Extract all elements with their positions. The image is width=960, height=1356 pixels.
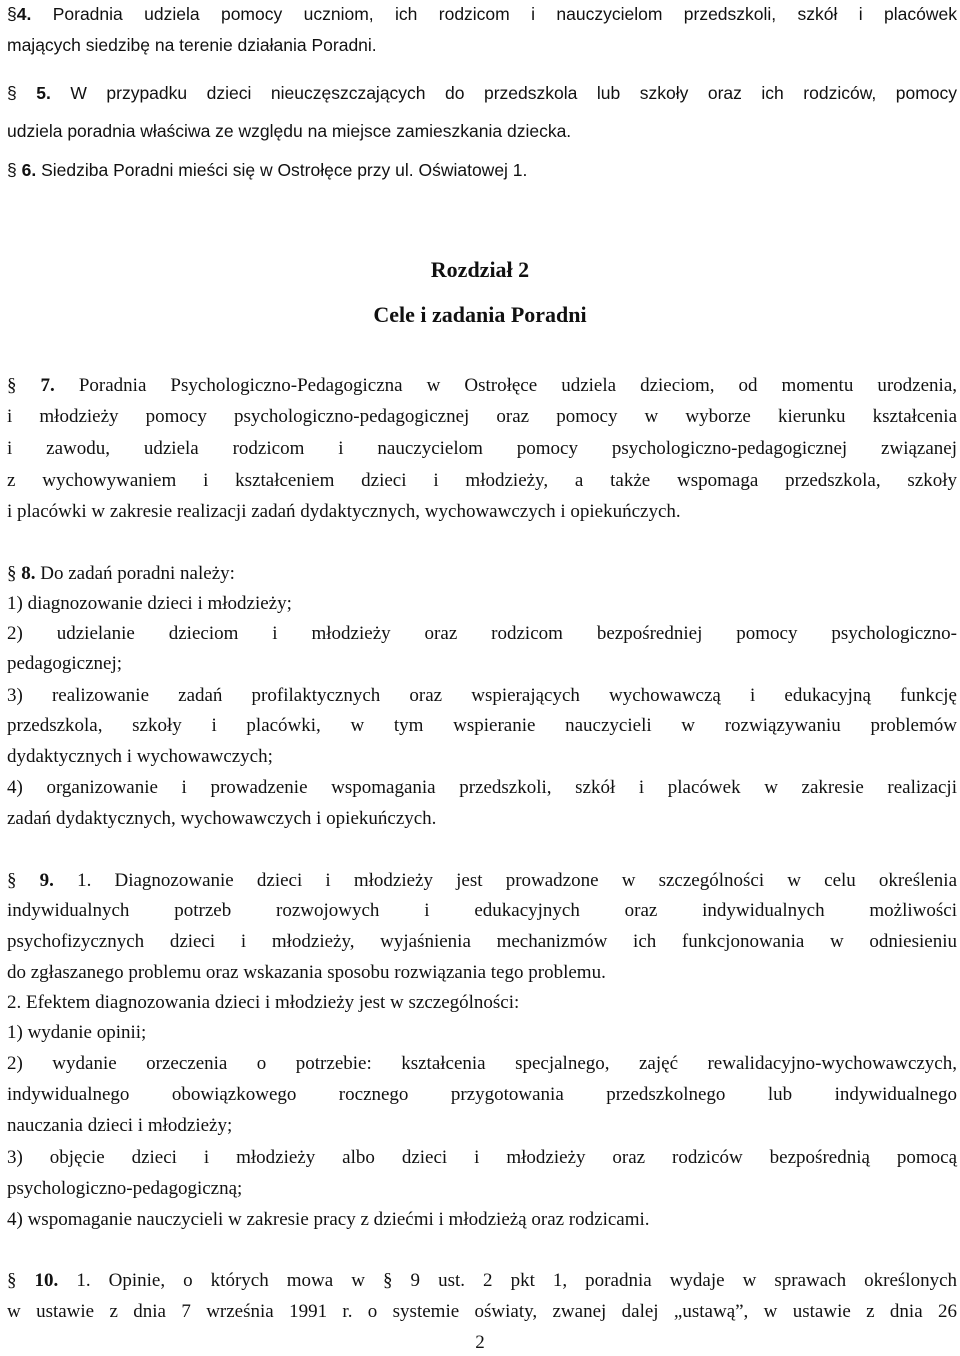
paragraph-9-line-3: psychofizycznych dzieci i młodzieży, wyjaśnienia mechanizmów ich funkcjonowania w odniesieniu: [7, 931, 957, 952]
paragraph-9-section-2: 2. Efektem diagnozowania dzieci i młodzieży jest w szczególności:: [7, 992, 520, 1013]
paragraph-5-line-2: udziela poradnia właściwa ze względu na miejsce zamieszkania dziecka.: [7, 121, 572, 141]
paragraph-10-line-1: § 10. 1. Opinie, o których mowa w § 9 ust. 2 pkt 1, poradnia wydaje w sprawach określonych: [7, 1270, 958, 1291]
paragraph-9-line-2: indywidualnych potrzeb rozwojowych i edukacyjnych oraz indywidualnych możliwości: [7, 900, 957, 921]
paragraph-8-item-3-line-3: dydaktycznych i wychowawczych;: [7, 746, 273, 767]
chapter-title: Rozdział 2: [430, 257, 530, 282]
paragraph-7-line-5: i placówki w zakresie realizacji zadań dydaktycznych, wychowawczych i opiekuńczych.: [7, 501, 681, 522]
paragraph-9-item-2-line-2: indywidualnego obowiązkowego rocznego przygotowania przedszkolnego lub indywidualnego: [7, 1084, 957, 1105]
paragraph-8-item-1: 1) diagnozowanie dzieci i młodzieży;: [7, 593, 292, 614]
paragraph-4-line-1: §4. Poradnia udziela pomocy uczniom, ich rodzicom i nauczycielom przedszkoli, szkół i placówek: [7, 4, 957, 24]
paragraph-7-line-4: z wychowywaniem i kształceniem dzieci i młodzieży, a także wspomaga przedszkola, szkoły: [7, 470, 957, 491]
paragraph-6-line-1: § 6. Siedziba Poradni mieści się w Ostrołęce przy ul. Oświatowej 1.: [7, 160, 528, 180]
paragraph-9-item-2-line-3: nauczania dzieci i młodzieży;: [7, 1115, 233, 1136]
paragraph-10-line-2: w ustawie z dnia 7 września 1991 r. o systemie oświaty, zwanej dalej „ustawą”, w ustawie z dnia 26: [7, 1301, 957, 1322]
page-number: 2: [475, 1332, 485, 1353]
paragraph-4-number: 4.: [16, 4, 32, 24]
paragraph-9-item-1: 1) wydanie opinii;: [7, 1022, 147, 1043]
paragraph-8-item-3-line-2: przedszkola, szkoły i placówki, w tym wspieranie nauczycieli w rozwiązywaniu problemów: [7, 715, 957, 736]
paragraph-8-item-4-line-2: zadań dydaktycznych, wychowawczych i opiekuńczych.: [7, 808, 437, 829]
paragraph-8-number: 8.: [21, 563, 36, 584]
paragraph-4-line-2: mających siedzibę na terenie działania Poradni.: [7, 35, 377, 55]
paragraph-7-line-3: i zawodu, udziela rodzicom i nauczycielom pomocy psychologiczno-pedagogicznej związanej: [7, 438, 957, 459]
paragraph-10-number: 10.: [34, 1270, 59, 1291]
paragraph-7-number: 7.: [40, 375, 55, 396]
section-sign: §: [7, 1270, 17, 1291]
paragraph-9-number: 9.: [39, 870, 54, 891]
paragraph-5-line-1: § 5. W przypadku dzieci nieuczęszczających do przedszkola lub szkoły oraz ich rodziców, pomocy: [7, 83, 958, 103]
paragraph-9-item-3-line-1: 3) objęcie dzieci i młodzieży albo dzieci i młodzieży oraz rodziców bezpośrednią pomocą: [7, 1147, 957, 1168]
section-sign: §: [7, 563, 17, 584]
paragraph-8-item-3-line-1: 3) realizowanie zadań profilaktycznych oraz wspierających wychowawczą i edukacyjną funkcję: [7, 685, 957, 706]
paragraph-7-line-2: i młodzieży pomocy psychologiczno-pedagogicznej oraz pomocy w wyborze kierunku kształcenia: [7, 406, 957, 427]
paragraph-9-line-1: § 9. 1. Diagnozowanie dzieci i młodzieży jest prowadzone w szczególności w celu określenia: [7, 870, 958, 891]
section-sign: §: [7, 4, 17, 24]
paragraph-8-intro: § 8. Do zadań poradni należy:: [7, 563, 235, 584]
paragraph-9-item-4: 4) wspomaganie nauczycieli w zakresie pracy z dziećmi i młodzieżą oraz rodzicami.: [7, 1209, 650, 1230]
paragraph-8-item-4-line-1: 4) organizowanie i prowadzenie wspomagania przedszkoli, szkół i placówek w zakresie realizacji: [7, 777, 957, 798]
paragraph-8-item-2-line-2: pedagogicznej;: [7, 653, 123, 674]
paragraph-6-number: 6.: [21, 160, 37, 180]
paragraph-7-line-1: § 7. Poradnia Psychologiczno-Pedagogiczna w Ostrołęce udziela dzieciom, od momentu urodzenia,: [7, 375, 958, 396]
paragraph-8-item-2-line-1: 2) udzielanie dzieciom i młodzieży oraz rodzicom bezpośredniej pomocy psychologiczno-: [7, 623, 957, 644]
chapter-subtitle: Cele i zadania Poradni: [373, 302, 587, 327]
section-sign: §: [7, 83, 17, 103]
section-sign: §: [7, 375, 17, 396]
paragraph-5-number: 5.: [36, 83, 51, 103]
section-sign: §: [7, 870, 17, 891]
paragraph-9-line-4: do zgłaszanego problemu oraz wskazania sposobu rozwiązania tego problemu.: [7, 962, 606, 983]
paragraph-9-item-2-line-1: 2) wydanie orzeczenia o potrzebie: kształcenia specjalnego, zajęć rewalidacyjno-wychowawczych,: [7, 1053, 957, 1074]
paragraph-9-item-3-line-2: psychologiczno-pedagogiczną;: [7, 1178, 243, 1199]
section-sign: §: [7, 160, 17, 180]
